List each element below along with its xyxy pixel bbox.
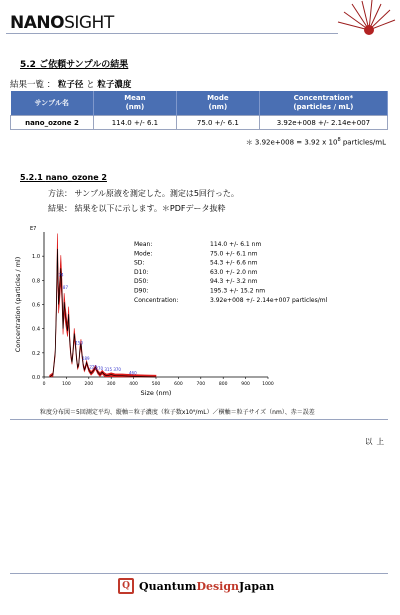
x-tick-label: 400 (129, 382, 138, 387)
peak-label: 87 (62, 284, 69, 290)
stat-value: 54.3 +/- 6.6 nm (210, 259, 258, 267)
y-tick-label: 0.2 (32, 350, 40, 357)
x-tick-label: 200 (84, 382, 94, 387)
method-line: 方法： サンプル原液を測定した。測定は5回行った。 (48, 189, 239, 198)
peak-label: 460 (129, 370, 137, 376)
y-axis-label: Concentration (particles / ml) (14, 256, 22, 353)
header-mean: Mean (nm) (93, 91, 176, 116)
result-line: 結果： 結果を以下に示します。＊PDFデータ抜粋 (48, 204, 226, 213)
nanosight-logo: NANOSIGHT (10, 13, 114, 33)
stat-label: Concentration: (134, 296, 179, 304)
footer-divider (10, 573, 388, 574)
peak-label: 315 (104, 366, 113, 372)
x-tick-label: 0 (42, 382, 46, 387)
cell-sample-name: nano_ozone 2 (11, 116, 94, 130)
results-summary: 結果一覧 ： 粒子径 と 粒子濃度 (10, 80, 132, 90)
stat-value: 195.3 +/- 15.2 nm (210, 287, 266, 295)
peak-label: 229 (89, 364, 97, 370)
stat-label: SD: (134, 259, 145, 267)
stat-label: Mode: (134, 250, 153, 258)
stat-value: 75.0 +/- 6.1 nm (210, 250, 258, 258)
stat-value: 63.0 +/- 2.0 nm (210, 268, 258, 276)
results-table (10, 91, 388, 130)
x-tick-label: 600 (174, 382, 183, 387)
x-axis-label: Size (nm) (140, 389, 172, 397)
stat-label: D10: (134, 268, 149, 276)
stat-value: 114.0 +/- 6.1 nm (210, 241, 262, 248)
size-distribution-chart (10, 222, 390, 406)
x-tick-label: 1000 (262, 382, 274, 387)
x-tick-label: 700 (196, 382, 206, 387)
x-tick-label: 900 (241, 382, 250, 387)
stat-label: Mean: (134, 241, 153, 248)
y-tick-label: 0.4 (32, 326, 40, 333)
y-tick-label: 0.0 (32, 375, 40, 381)
y-tick-label: 1.0 (32, 254, 40, 261)
peak-label: 270 (95, 365, 104, 371)
stat-label: D90: (134, 287, 149, 295)
closing-mark: 以上 (365, 437, 388, 446)
section-divider (10, 419, 388, 420)
y-multiplier-label: E7 (30, 226, 37, 232)
quantum-design-logo-icon: Q (118, 578, 134, 594)
peak-label: 74 (58, 272, 64, 278)
stat-value: 3.92e+008 +/- 2.14e+007 particles/ml (210, 296, 328, 304)
header-concentration: Concentration* (particles / mL) (259, 91, 387, 116)
x-tick-label: 100 (62, 382, 71, 387)
cell-mode: 75.0 +/- 6.1 (176, 116, 259, 130)
stat-label: D50: (134, 278, 149, 286)
concentration-note: ＊ 3.92e+008 = 3.92 x $10^8$ particles/mL (245, 137, 386, 147)
peak-label: 150 (75, 340, 83, 346)
section-title: 5.2 ご依頼サンプルの結果 (20, 60, 129, 70)
header-sample-name: サンプル名 (11, 91, 94, 116)
table-header-row (11, 91, 388, 116)
footer-logo: Q QuantumDesignJapan (118, 578, 274, 594)
stat-value: 94.3 +/- 3.2 nm (210, 278, 258, 286)
size-distribution-chart-svg (10, 222, 390, 402)
y-tick-label: 0.6 (32, 302, 40, 309)
x-tick-label: 800 (218, 382, 228, 387)
y-tick-label: 0.8 (32, 278, 40, 285)
chart-caption: 粒度分布図＝5回測定平均、縦軸＝粒子濃度（粒子数x10⁹/mL）／横軸＝粒子サイズ（nm）、赤＝誤差 (40, 409, 315, 416)
peak-label: 189 (81, 356, 90, 362)
table-row (11, 116, 388, 130)
header-mode: Mode (nm) (176, 91, 259, 116)
header-divider (6, 33, 338, 34)
peak-label: 370 (113, 366, 121, 372)
x-tick-label: 300 (106, 382, 116, 387)
cell-mean: 114.0 +/- 6.1 (93, 116, 176, 130)
x-tick-label: 500 (151, 382, 161, 387)
starburst-logo-icon (334, 0, 396, 40)
cell-concentration: 3.92e+008 +/- 2.14e+007 (259, 116, 387, 130)
subsection-title: 5.2.1 nano_ozone 2 (20, 173, 107, 182)
